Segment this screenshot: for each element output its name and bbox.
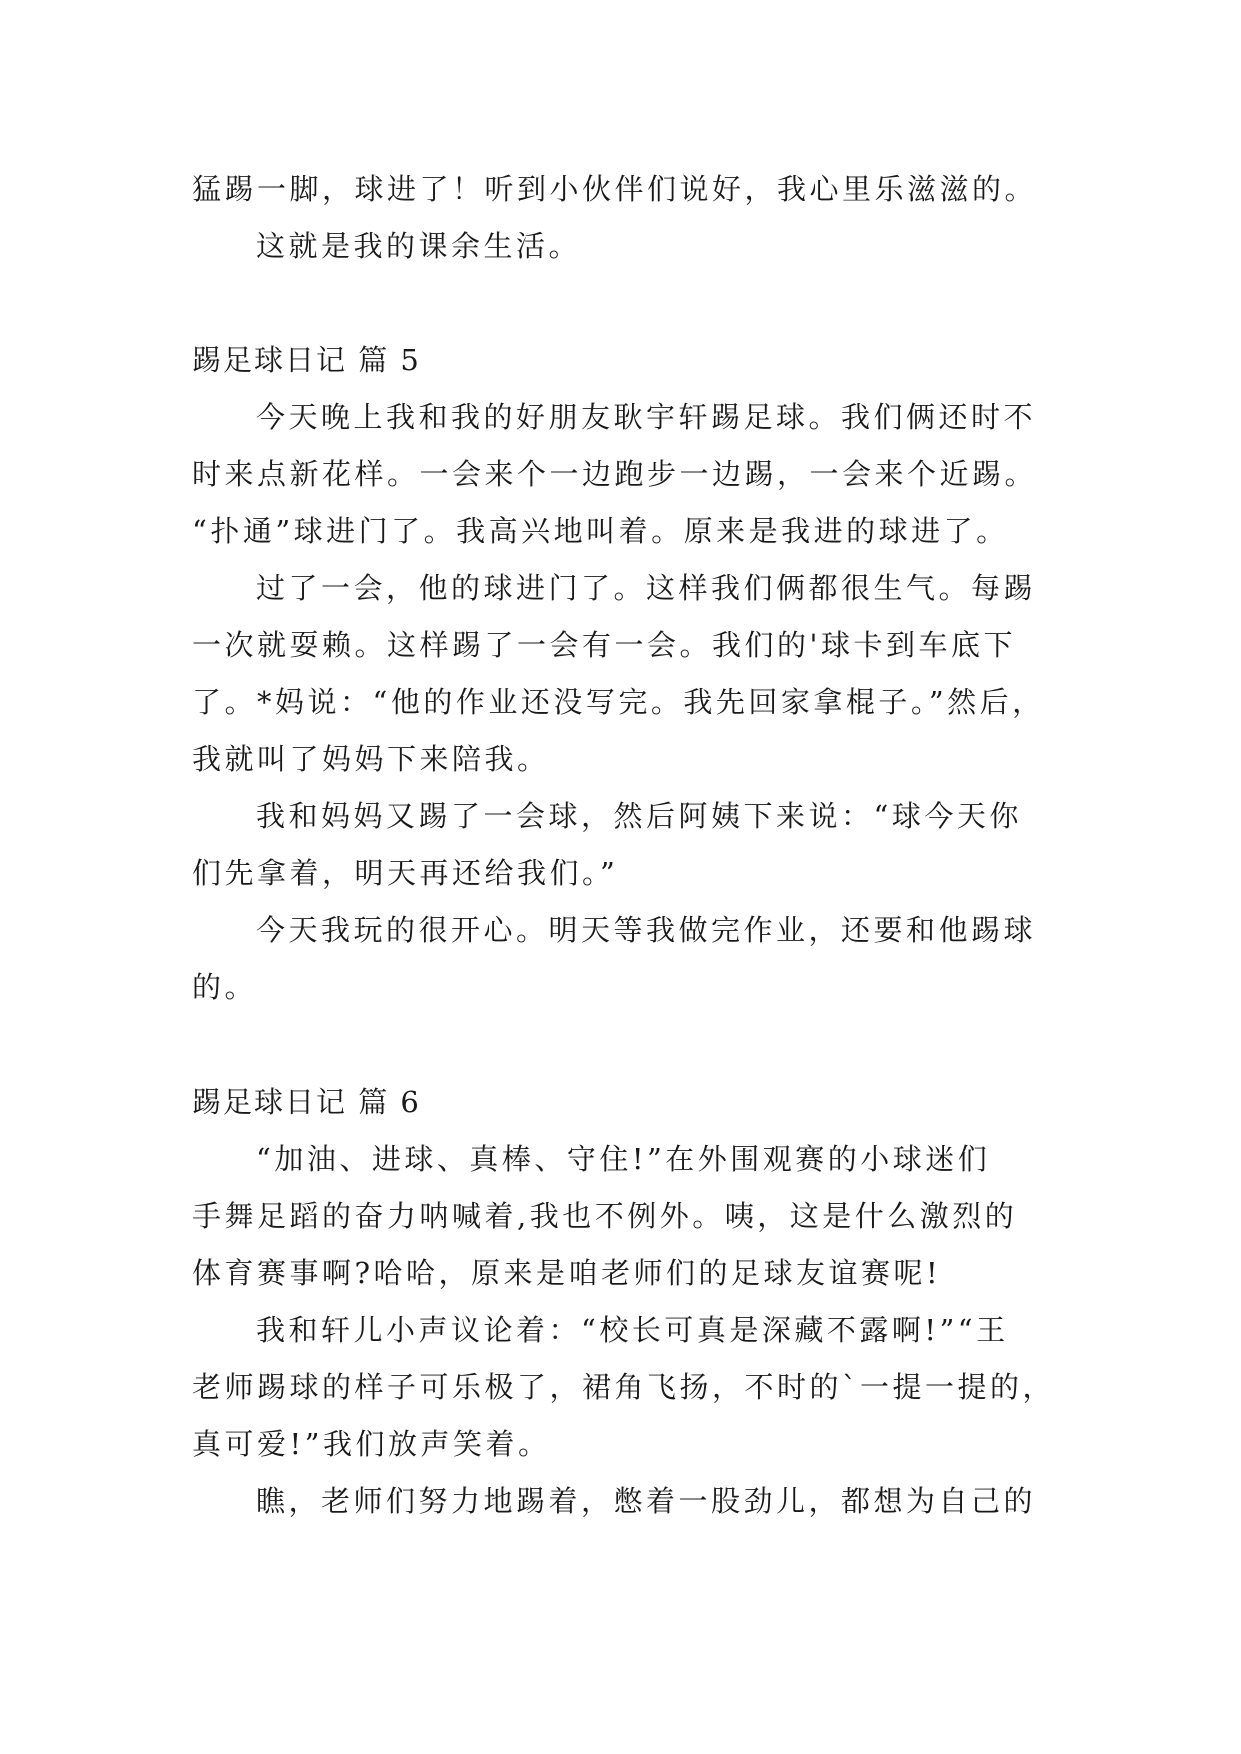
text-line: 我和妈妈又踢了一会球，然后阿姨下来说：“球今天你 xyxy=(256,799,1022,833)
text-line: 过了一会，他的球进门了。这样我们俩都很生气。每踢 xyxy=(256,571,1037,605)
text-line: 真可爱!”我们放声笑着。 xyxy=(192,1427,551,1461)
text-line: 瞧，老师们努力地踢着，憋着一股劲儿，都想为自己的 xyxy=(256,1484,1037,1518)
text-line: 我就叫了妈妈下来陪我。 xyxy=(192,742,550,776)
section-heading: 踢足球日记 篇 6 xyxy=(192,1085,421,1119)
text-line: 了。*妈说：“他的作业还没写完。我先回家拿棍子。”然后， xyxy=(192,685,1045,719)
section-heading: 踢足球日记 篇 5 xyxy=(192,343,421,377)
text-line: 猛踢一脚，球进了！听到小伙伴们说好，我心里乐滋滋的。 xyxy=(192,172,1038,206)
text-line: 今天我玩的很开心。明天等我做完作业，还要和他踢球 xyxy=(256,913,1037,947)
text-line: 我和轩儿小声议论着：“校长可真是深藏不露啊!”“王 xyxy=(256,1313,1009,1347)
text-line: “加油、进球、真棒、守住!”在外围观赛的小球迷们 xyxy=(256,1142,991,1176)
text-line: 一次就耍赖。这样踢了一会有一会。我们的'球卡到车底下 xyxy=(192,628,1016,662)
text-line: 的。 xyxy=(192,970,258,1004)
text-line: 体育赛事啊?哈哈，原来是咱老师们的足球友谊赛呢! xyxy=(192,1256,942,1290)
text-line: 这就是我的课余生活。 xyxy=(256,229,582,263)
text-line: 今天晚上我和我的好朋友耿宇轩踢足球。我们俩还时不 xyxy=(256,400,1037,434)
text-line: 时来点新花样。一会来个一边跑步一边踢，一会来个近踢。 xyxy=(192,457,1038,491)
text-line: 老师踢球的样子可乐极了，裙角飞扬，不时的`一提一提的， xyxy=(192,1370,1056,1404)
text-line: “扑通”球进门了。我高兴地叫着。原来是我进的球进了。 xyxy=(192,514,1009,548)
text-line: 们先拿着，明天再还给我们。” xyxy=(192,856,619,890)
text-line: 手舞足蹈的奋力呐喊着,我也不例外。咦，这是什么激烈的 xyxy=(192,1199,1018,1233)
